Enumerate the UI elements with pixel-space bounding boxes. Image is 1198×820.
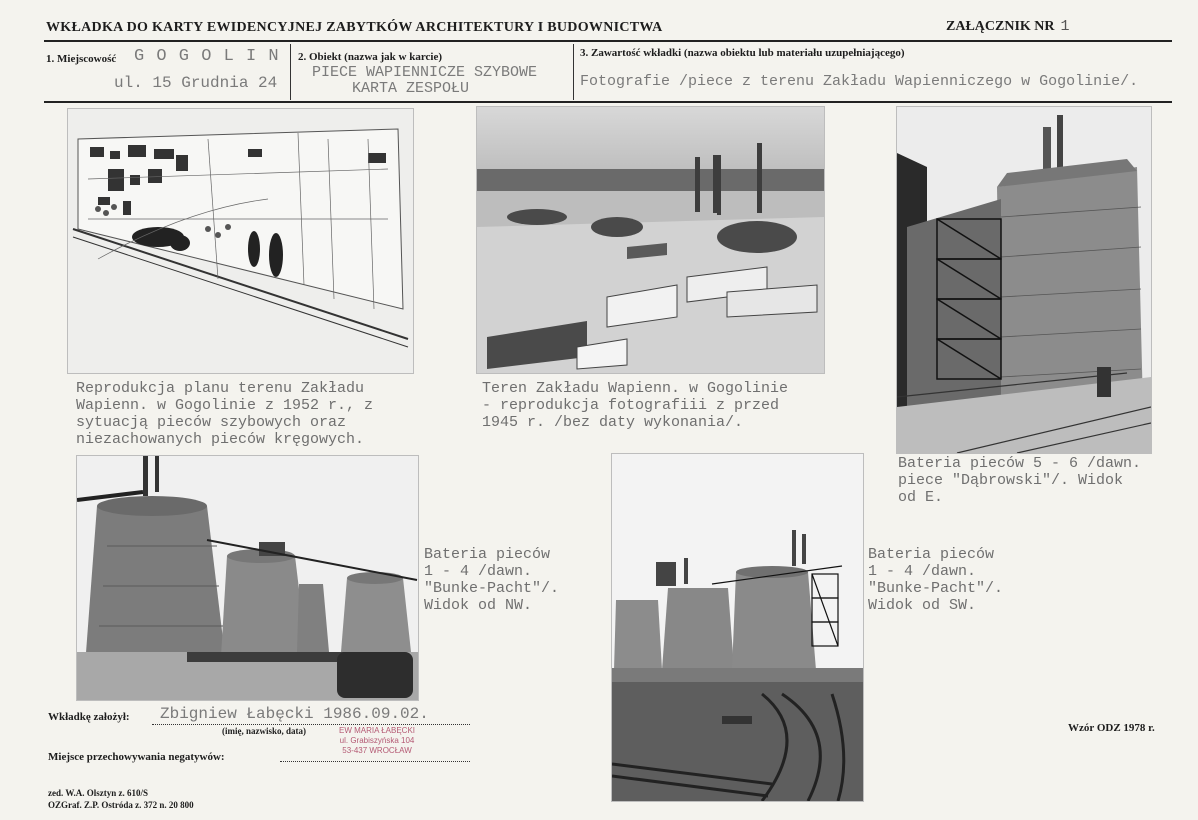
field-divider-2 xyxy=(573,44,574,100)
founder-value: Zbigniew Łabęcki 1986.09.02. xyxy=(160,705,429,723)
site-plan-drawing xyxy=(68,109,413,373)
print-info-2: OZGraf. Z.P. Ostróda z. 372 n. 20 800 xyxy=(48,800,194,810)
sw-caption: Bateria pieców 1 - 4 /dawn. "Bunke-Pacht"/. Widok od SW. xyxy=(868,546,1004,614)
battery-5-6-photo xyxy=(896,106,1152,454)
battery-1-4-sw-image xyxy=(612,454,863,801)
attachment-label-text: ZAŁĄCZNIK NR xyxy=(946,19,1055,34)
aerial-caption: Teren Zakładu Wapienn. w Gogolinie - reprodukcja fotografiii z przed 1945 r. /bez daty wykonania/. xyxy=(482,380,789,431)
content-value: Fotografie /piece z terenu Zakładu Wapienniczego w Gogolinie/. xyxy=(580,73,1139,90)
founder-label: Wkładkę założył: xyxy=(48,711,130,723)
battery-5-6-image xyxy=(897,107,1151,453)
author-stamp xyxy=(312,726,442,756)
aerial-view-image xyxy=(477,107,824,373)
content-label xyxy=(580,47,905,59)
nw-caption: Bateria pieców 1 - 4 /dawn. "Bunke-Pacht"/. Widok od NW. xyxy=(424,546,560,614)
content-sublabel: (nazwa obiektu lub materiału uzupełniającego) xyxy=(683,47,905,59)
stamp-line-1: EW MARIA ŁABĘCKI xyxy=(338,726,416,735)
print-info-1: zed. W.A. Olsztyn z. 610/S xyxy=(48,788,149,798)
plan-caption: Reprodukcja planu terenu Zakładu Wapienn. w Gogolinie z 1952 r., z sytuacją pieców szybowych oraz niezachowanych pieców kręgowych. xyxy=(76,380,374,448)
object-line-2: KARTA ZESPOŁU xyxy=(352,80,470,97)
battery-1-4-nw-image xyxy=(77,456,418,700)
content-label-text: 3. Zawartość wkładki xyxy=(580,47,682,59)
battery-5-6-caption: Bateria pieców 5 - 6 /dawn. piece "Dąbrowski"/. Widok od E. xyxy=(898,455,1142,506)
place-label: 1. Miejscowość xyxy=(46,53,117,65)
stamp-line-2: ul. Grabiszyńska 104 xyxy=(339,736,415,745)
stamp-line-3: 53-437 WROCŁAW xyxy=(342,746,412,755)
form-title: WKŁADKA DO KARTY EWIDENCYJNEJ ZABYTKÓW ARCHITEKTURY I BUDOWNICTWA xyxy=(46,20,663,35)
street-value: ul. 15 Grudnia 24 xyxy=(114,74,278,92)
attachment-number: 1 xyxy=(1060,18,1070,35)
field-divider-1 xyxy=(290,44,291,100)
founder-hint: (imię, nazwisko, data) xyxy=(222,726,306,736)
object-line-1: PIECE WAPIENNICZE SZYBOWE xyxy=(312,64,538,81)
battery-1-4-sw-photo xyxy=(611,453,864,802)
founder-dotline xyxy=(152,724,470,725)
negatives-label: Miejsce przechowywania negatywów: xyxy=(48,751,225,763)
attachment-label xyxy=(946,18,1070,35)
aerial-photo xyxy=(476,106,825,374)
header-bottom-rule xyxy=(44,101,1172,103)
object-sublabel: (nazwa jak w karcie) xyxy=(344,51,443,63)
battery-1-4-nw-photo xyxy=(76,455,419,701)
pattern-label: Wzór ODZ 1978 r. xyxy=(1068,722,1155,734)
site-plan-photo xyxy=(67,108,414,374)
object-label xyxy=(298,51,442,63)
object-label-text: 2. Obiekt xyxy=(298,51,342,63)
header-top-rule xyxy=(44,40,1172,42)
place-value: G O G O L I N xyxy=(134,47,280,66)
negatives-dotline xyxy=(280,761,470,762)
